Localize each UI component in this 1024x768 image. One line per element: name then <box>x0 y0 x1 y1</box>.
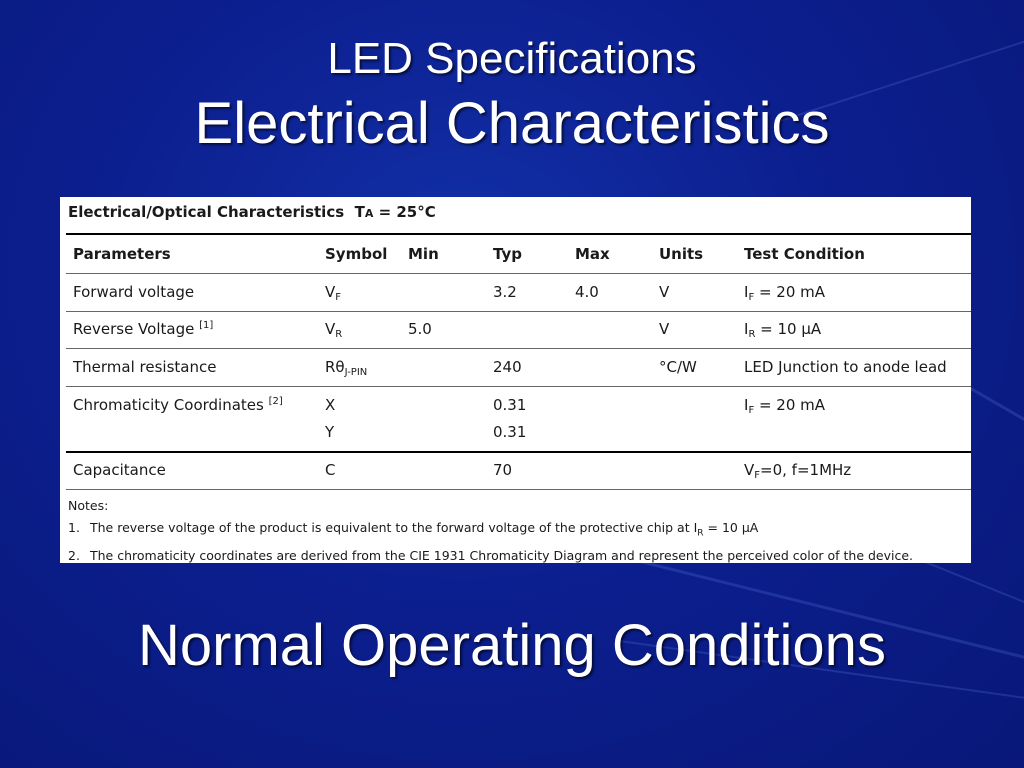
param-cell: Reverse Voltage [1] <box>73 320 214 338</box>
condition-cell: $I_F = 20$ mA <box>744 283 826 303</box>
header-typ: Typ <box>493 245 522 263</box>
row-divider <box>66 386 971 387</box>
note-item: 1. The reverse voltage of the product is equivalent to the forward voltage of the protective chip at $I_R = 10$ µA <box>68 519 759 538</box>
table-top-rule <box>66 233 971 235</box>
param-cell: Chromaticity Coordinates [2] <box>73 396 283 414</box>
condition-cell: $I_F = 20$ mA <box>744 396 826 416</box>
param-cell: Capacitance <box>73 461 166 479</box>
typ-cell-2: 0.31 <box>493 423 527 441</box>
row-divider <box>66 451 971 453</box>
table-caption: Electrical/Optical Characteristics TA = 25°C <box>68 203 436 221</box>
table-notes <box>68 495 913 573</box>
condition-cell: $V_F=0$, f=1MHz <box>744 461 852 481</box>
min-cell: 5.0 <box>408 320 432 338</box>
header-max: Max <box>575 245 610 263</box>
condition-cell: LED Junction to anode lead <box>744 358 947 376</box>
condition-cell: $I_R = 10$ µA <box>744 320 822 340</box>
typ-cell: 70 <box>493 461 513 479</box>
symbol-cell-2: Y <box>325 423 335 441</box>
header-min: Min <box>408 245 439 263</box>
typ-cell: 3.2 <box>493 283 517 301</box>
header-test-condition: Test Condition <box>744 245 865 263</box>
slide-title: LED Specifications <box>327 34 697 83</box>
row-divider <box>66 348 971 349</box>
units-cell: V <box>659 283 670 301</box>
spec-table-panel <box>60 197 971 563</box>
typ-cell: 240 <box>493 358 522 376</box>
param-cell: Forward voltage <box>73 283 195 301</box>
max-cell: 4.0 <box>575 283 599 301</box>
header-symbol: Symbol <box>325 245 388 263</box>
notes-label: Notes: <box>68 498 109 513</box>
symbol-cell: C <box>325 461 336 479</box>
symbol-cell: $V_R$ <box>325 320 343 340</box>
row-divider <box>66 489 971 490</box>
note-item: 2. The chromaticity coordinates are derived from the CIE 1931 Chromaticity Diagram and represent the perceived color of the device. <box>68 547 914 563</box>
row-divider <box>66 311 971 312</box>
row-divider <box>66 273 971 274</box>
param-cell: Thermal resistance <box>73 358 217 376</box>
section-heading: Normal Operating Conditions <box>138 613 886 678</box>
slide-subtitle: Electrical Characteristics <box>194 91 830 156</box>
symbol-cell: $R\theta_{J-PIN}$ <box>325 358 368 378</box>
units-cell: °C/W <box>659 358 697 376</box>
symbol-cell: $V_F$ <box>325 283 342 303</box>
header-units: Units <box>659 245 704 263</box>
header-parameters: Parameters <box>73 245 171 263</box>
symbol-cell: X <box>325 396 336 414</box>
units-cell: V <box>659 320 670 338</box>
typ-cell: 0.31 <box>493 396 527 414</box>
